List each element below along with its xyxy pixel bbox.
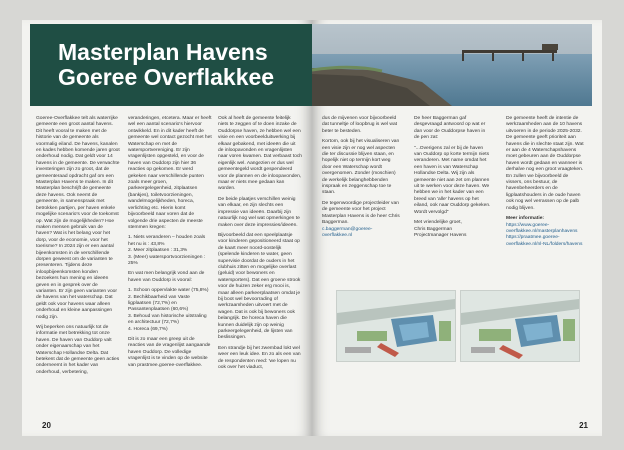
page-number-left: 20 bbox=[42, 421, 51, 430]
paragraph: De tegenwoordige projectleider van de gemeente voor het project Masterplan Havens is de heer Chris Baggerman. bbox=[322, 200, 400, 226]
paragraph: dus de mijvenen voor bijvoorbeeld dat tunneltje of loopbrug is wel wat beter te besteden. bbox=[322, 116, 398, 134]
title-line-1: Masterplan Havens bbox=[58, 39, 268, 65]
paragraph: De heer Baggerman gaf desgevraagd antwoord op wat er dan voor de Ouddorpse haven in de pen zat: bbox=[414, 116, 486, 141]
info-link-2[interactable]: https://praatmee.goeree-overflakkee.nl/nl-NL/folders/havens bbox=[506, 235, 583, 247]
paragraph: De gemeente heeft de intentie de werkzaamheden aan de 10 havens uitvoeren in de periode 2025-2032. De gemeente geeft prioriteit aan havens die in slechte staat zijn. Wat er aan de 4 Waterschapshavens moet gebeuren aan de Ouddorpse haven wordt gedaan en wanneer is derhalve nog een groot vraagteken. En zullen we bijvoorbeeld de vissers, ons bestuur, de havenbeheerders en de ligplaatshouders in de oude haven ook nog wel verrassen op de palb nodig blijven. bbox=[506, 116, 584, 211]
harbour-plan-map-2 bbox=[460, 290, 580, 362]
paragraph: Wij beperken ons natuurlijk tot de informatie met betrekking tot onze haven. De haven van Ouddorp valt onder eigenaarschap van het Waterschap Hollandse Delta. Dat betekent dat de gemeente geen acties onderneemt in het kader van onderhoud, verbetering, bbox=[36, 325, 120, 375]
paragraph: veranderingen, etcetera. Maar er heeft wel een aantal scenario's hiervoor ontwikkeld. En in dit kader heeft de gemeente wel contact gezocht met het Waterschap en met de watersportvereniging. Er zijn vragenlijsten opgesteld, en voor de haven van Ouddorp zijn hier 36 reacties op gekomen. Er werd gekeken naar verschillende punten zoals meer groen, parkeergelegenheid, zitplaatsen (bankjes), toiletvoorzieningen, wandelmogelijkheden, horeca, verlichting etc. Hierin komt bijvoorbeeld naar voren dat de volgende drie aspecten de meeste stemmen kregen: bbox=[128, 116, 212, 230]
signature-line: Met vriendelijke groet, bbox=[414, 220, 462, 226]
left-page bbox=[22, 20, 312, 436]
harbour-photo bbox=[312, 24, 592, 106]
left-column-1 bbox=[36, 116, 120, 380]
paragraph: De beide plaatjes verschillen weinig van elkaar, en zijn slechts een impressie van ideeën. Daarbij zijn natuurlijk nog wel wat opmerkingen te maken over deze impressies/ideeën. bbox=[218, 196, 300, 228]
left-column-3 bbox=[218, 116, 302, 375]
list-item: 3. Behoud van historische uitstraling en architectuur (72,7%) bbox=[128, 313, 207, 326]
left-column-2 bbox=[128, 116, 212, 373]
paragraph: Dit is zo maar een greep uit de reacties van de vragenlijst aangaande haven Ouddorp. De volledige vragenlijst is te vinden op de website van prastmee.goeree-overflakkee. bbox=[128, 337, 211, 368]
harbour-plan-map-1 bbox=[336, 290, 456, 362]
paragraph: Een strandje bij het zwembad lokt wel weer een leuk idee. En zo als een van de respondenten reed: 'we lopen nu ook over het viaduct, bbox=[218, 345, 301, 371]
right-column-1 bbox=[322, 116, 400, 243]
list-item: 4. Horeca (69,7%) bbox=[128, 326, 168, 332]
quote: "...Overigens zal er bij de haven van Ouddorp op korte termijn niets veranderen. Met name omdat het een haven is van Waterschap Hollandse Delta. Wij zijn als gemeente niet aan zet om plannen uit te werken voor deze haven. We hebben we in het kader van een breed van 'alle' havens op het eiland, ook naar Ouddorp gekeken. Wordt vervolgd" bbox=[414, 145, 491, 215]
list-item: 2. Bechikbaarheid van Vaste ligplaatsen (72,7%) en Passantenplaatsen (60,6%) bbox=[128, 294, 190, 313]
signature-name: Chris Baggerman bbox=[414, 226, 453, 232]
paragraph: Bijvoorbeeld dat een speelplaatsje voor kinderen gepositioneerd staat op de kaart meer noord-oostelijk (spelende kinderen te water, geen supervisie doordat de ouders in het clubhuis zitten en mogelijke overlast (geluid) voor bewoners en watersporters). Dat een groene strook voor de huizen zeker erg mooi is, maar alleen parkeerplaatsen omdat je bij boot wel bevoorrading of werkzaamheden uitvoert met de wagen. Dat is ook bij bewoners ook belangrijk. De horeca haven die kunnen duidelijk zijn op weinig parkeergelegenheid, de lijsten van beslissingen. bbox=[218, 232, 301, 341]
title-banner bbox=[30, 24, 312, 106]
list-item: 3. (Meer) watersportvoorzieningen : 25% bbox=[128, 254, 206, 266]
page-number-right: 21 bbox=[579, 421, 588, 430]
list-item: 2. Meer zitplaatsen : 31,3% bbox=[128, 248, 188, 254]
article-title bbox=[58, 40, 274, 90]
right-page bbox=[312, 20, 602, 436]
info-link-1[interactable]: https://www.goeree-overflakkee.nl/masterplanhavens bbox=[506, 222, 578, 234]
right-column-2 bbox=[414, 116, 492, 243]
more-info-label: Meer informatie: bbox=[506, 216, 545, 222]
list-item: 1. Schoon oppervlakte water (75,8%) bbox=[128, 288, 209, 294]
paragraph: Goeree-Overflakkee telt als waterrijke gemeente een groot aantal havens. Dit heeft vooral te maken met de historie van de gemeente als voormalig eiland. De havens, kanalen en kades hebben komende jaren groot onderhoud nodig. Dat geldt voor 14 havens in de gemeente. De verwachte investeringen zijn zo groot, dat de gemeenteraad opdracht gaf om een Masterplan Havens te maken. In dit Masterplan beschrijft de gemeente deze havens. Ook neemt de gemeente, in samenspraak met betrokken partijen, per haven enkele mogelijke scenario's voor de toekomst op. Wat zijn de mogelijkheden? Hoe maken mensen gebruik van de haven? Wat is het belang voor het dorp, voor de economie, voor het toerisme? In 2024 zijn er een aantal bijeenkomsten in de verschillende dorpen geweest om de varianten te presenteren. Tijdens deze inloopbijeenkomsten konden bezoekers hun mening en ideeën geven en in gesprek over de varianten. Er zijn geen varianten voor de havens van het waterschap. Dat geldt ook voor havens waar alleen onderhoud en kleine aanpassingen nodig zijn. bbox=[36, 116, 120, 320]
email-link[interactable]: c.baggerman@goeree-overflakkee.nl bbox=[322, 226, 373, 238]
paragraph: Kortom, ook bij het visualiseren van een visie zijn er nog wel aspecten die ter discussie blijven staan, en hopelijk niet op termijn kort weg door een Waterschap wordt overgenomen. Zonder (moschien) de werkelijk belanghebbenden inspraak en zeggenschap toe te staan. bbox=[322, 139, 400, 196]
paragraph: En wat men belangrijk vond aan de haven van Ouddorp is vooral: bbox=[128, 271, 205, 283]
paragraph: Ook al heeft de gemeente feitelijk niets te zeggen of te doen inzake de Ouddorpse haven, ze hebben wel een visie en een voorbeelduitwerking bij elkaar gebakend, met ideeën die uit de inloopavonden en vragenlijsten naar voren kwamen. Dat verbaast toch eigenlijk wel. Aangezien er dus wel gemeentegeld wordt gespendeerd voor de plannen en de inloopavonden, maar er niets mee gedaan kan worden. bbox=[218, 116, 302, 192]
right-column-3 bbox=[506, 116, 584, 252]
magazine-spread bbox=[22, 20, 602, 436]
list-item: 1. Niets veranderen – houden zoals het nu is : 43,8% bbox=[128, 235, 206, 247]
signature-role: Projectmanager Havens bbox=[414, 232, 467, 238]
title-line-2: Goeree Overflakkee bbox=[58, 64, 275, 90]
